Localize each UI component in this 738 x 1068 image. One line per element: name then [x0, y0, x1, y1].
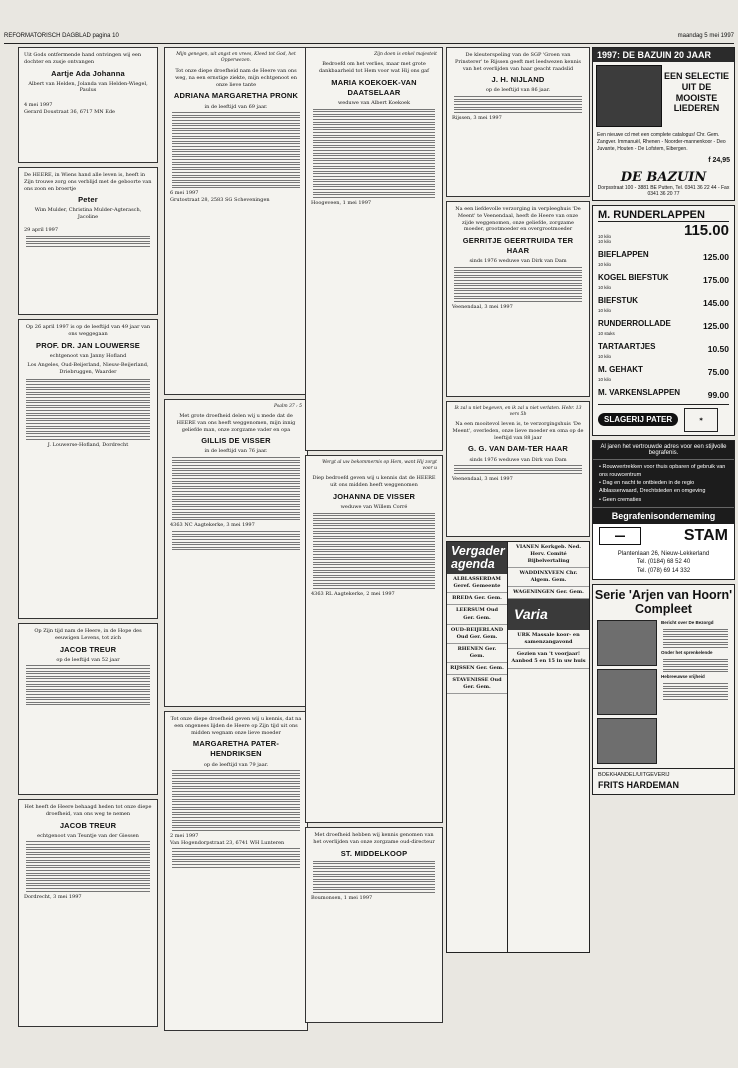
deceased-sub: weduwe van Albert Koekoek	[337, 99, 411, 106]
agenda-entry: RHENEN Ger. Gem.	[447, 644, 507, 663]
text-lines	[661, 629, 730, 648]
agenda-right	[508, 542, 589, 952]
deceased-name: JOHANNA DE VISSER	[332, 491, 416, 501]
obituary-address: Van Hogendorpstraat 23, 6741 WH Lunteren	[170, 839, 285, 846]
promo-price: f 24,95	[708, 157, 730, 165]
deceased-name: ADRIANA MARGARETHA PRONK	[173, 91, 299, 101]
butcher-logo: ✶	[684, 408, 718, 432]
text-lines	[170, 531, 302, 550]
meat-row	[598, 239, 729, 262]
parents: Wim Mulder, Christina Mulder-Agterasch, Jacoline	[34, 207, 142, 221]
book-cover-image	[597, 718, 657, 764]
meat-name: M. GEHAKT	[598, 364, 643, 374]
column-2	[164, 47, 308, 1038]
page-header	[4, 33, 734, 44]
obituary-date: 6 mei 1997	[170, 190, 199, 197]
book-cover-image	[597, 620, 657, 666]
obituary	[446, 401, 590, 537]
text-lines	[311, 861, 437, 893]
text-lines	[170, 848, 302, 867]
announcement-address: Gerard Doustraat 36, 6717 MN Ede	[24, 108, 116, 115]
meat-item	[598, 285, 638, 308]
bible-quote: Psalm 37 : 5	[273, 404, 302, 409]
deceased-sub: op de leeftijd van 86 jaar.	[485, 87, 551, 94]
agenda-entry: BREDA Ger. Gem.	[447, 593, 507, 605]
funeral-item: • Geen crematies	[599, 496, 728, 504]
obituary-intro: Met grote droefheid delen wij u mede dat de HEERE van ons heeft weggenomen, mijn innig geliefde man, onze zorgzame vader en opa	[176, 413, 296, 433]
butcher-ad	[592, 205, 735, 436]
meat-row	[598, 222, 729, 239]
agenda-entry: VIANEN Kerkgeb. Ned. Herv. Comité Bijbelvertaling	[508, 542, 589, 568]
meat-price: 99.00	[707, 389, 729, 400]
text-lines	[452, 267, 584, 302]
obituary-intro: De kleuterspeling van de SGP 'Groen van Prinsterer' te Rijssen geeft met leedwezen kennis van het overlijden van haar geacht raadslid	[454, 52, 581, 72]
meat-name: M. VARKENSLAPPEN	[598, 387, 681, 397]
meat-item	[598, 354, 643, 377]
text-lines	[452, 465, 584, 474]
meat-weight: 10 kilo	[598, 261, 612, 267]
funeral-ad	[592, 440, 735, 580]
child-name: Peter	[78, 195, 98, 205]
deceased-sub: echtgenoot van Teuntje van der Giessen	[37, 832, 139, 839]
obituary	[305, 827, 443, 1023]
text-lines	[170, 457, 302, 520]
cd-cover-image	[596, 65, 662, 127]
meat-item	[598, 262, 669, 285]
obituary	[18, 623, 158, 795]
funeral-header: Al jaren het vertrouwde adres voor een stijlvolle begrafenis.	[593, 441, 734, 460]
agenda-entry: ALBLASSERDAM Geref. Gemeente	[447, 574, 507, 593]
promo-address: Dorpsstraat 100 - 3881 BE Putten, Tel. 0341 36 22 44 - Fax 0341 36 20 77	[597, 184, 730, 197]
funeral-address-block	[593, 548, 734, 579]
meat-item	[598, 331, 655, 354]
agenda-title: Vergader agenda	[447, 542, 507, 574]
bible-quote: Zijn doen is enkel majesteit	[374, 52, 437, 57]
obituary	[18, 799, 158, 1027]
bible-quote: Ik zal u niet begeven, en ik zal u niet verlaten. Hebr. 13 vers 5b	[454, 406, 582, 418]
obituary-intro: Op 26 april 1997 is op de leeftijd van 49 jaar van ons weggegaan	[25, 324, 151, 337]
obituary-intro: Na een mooitevol leven is, te verzorgingshuis 'De Meent', overleden, onze lieve moeder en oma op de leeftijd van 88 jaar	[452, 421, 584, 441]
agenda-entry: OUD-BEIJERLAND Oud Ger. Gem.	[447, 625, 507, 644]
obituary-address: Grutostraat 28, 2583 SG Scheveningen	[170, 197, 270, 204]
meat-row	[598, 331, 729, 354]
deceased-name: MARIA KOEKOEK-VAN DAATSELAAR	[331, 77, 417, 97]
column-5	[592, 47, 735, 1038]
meat-weight: 10 kilo	[598, 376, 612, 382]
series-text	[661, 620, 730, 764]
obituary-place: Veenendaal, 3 mei 1997	[452, 476, 513, 483]
funeral-item: • Rouwvertrekken voor thuis opbaren of gebruik van ons rouwcentrum	[599, 463, 728, 480]
agenda-entry: WADDINXVEEN Chr. Algem. Gem.	[508, 568, 589, 587]
meat-price: 115.00	[683, 221, 729, 239]
obituary	[18, 319, 158, 619]
obituary	[305, 47, 443, 451]
text-lines	[311, 109, 437, 198]
deceased-name: G. G. VAN DAM-TER HAAR	[467, 444, 569, 454]
obituary	[164, 47, 308, 395]
obituary-intro: Tot onze diepe droefheid geven wij u kennis, dat na een ongenees lijden de Heere op Zijn tijd uit ons midden wegnam onze lieve moeder	[170, 716, 302, 736]
correspondence: J. Louwerse-Hofland, Dordrecht	[47, 441, 129, 448]
meat-item	[598, 377, 680, 400]
deceased-sub: sinds 1976 weduwe van Dirk van Dam	[469, 258, 567, 265]
paper-name: REFORMATORISCH DAGBLAD pagina 10	[4, 33, 119, 39]
meat-weight: 10 kilo	[598, 353, 612, 359]
child-name: Aartje Ada Johanna	[51, 68, 125, 78]
funeral-tel-2: Tel. (078) 69 14 332	[636, 567, 691, 574]
meat-weight: 10 kilo	[598, 238, 612, 244]
parents: Albert van Helden, Jolanda van Helden-Wiegel, Paulus	[28, 80, 148, 94]
meat-price: 175.00	[703, 274, 729, 285]
deceased-name: ST. MIDDELKOOP	[340, 848, 408, 858]
obituary	[164, 399, 308, 707]
family-places: Los Angeles, Oud-Beijerland, Nieuw-Beijerland, Driebruggen, Waarder	[27, 362, 149, 376]
text-lines	[452, 96, 584, 113]
meeting-agenda	[446, 541, 590, 953]
deceased-name: GERRITJE GEERTRUIDA TER HAAR	[462, 236, 574, 256]
deceased-sub: in de leeftijd van 69 jaar.	[204, 103, 268, 110]
hearse-icon: ▬▬	[599, 527, 641, 545]
text-lines	[661, 659, 730, 673]
deceased-sub: weduwe van Willem Corré	[340, 503, 408, 510]
announcement-date: 29 april 1997	[24, 226, 59, 233]
publisher-name: FRITS HARDEMAN	[598, 780, 679, 791]
meat-price: 125.00	[703, 251, 729, 262]
text-lines	[311, 513, 437, 589]
funeral-item: • Dag en nacht te ontbieden in de regio Alblasserwaard, Drechtsteden en omgeving	[599, 479, 728, 496]
meat-price: 75.00	[707, 366, 729, 377]
stam-row	[593, 524, 734, 548]
meat-row	[598, 377, 729, 400]
obituary-place: Veenendaal, 3 mei 1997	[452, 303, 513, 310]
meat-name: TARTAARTJES	[598, 341, 656, 351]
obituary-intro: Het heeft de Heere behaagd heden tot onze diepe droefheid, van ons weg te nemen	[24, 804, 152, 817]
meat-weight: 10 kilo	[598, 233, 612, 239]
page-date: maandag 5 mei 1997	[677, 33, 734, 39]
obituary-intro: Tot onze diepe droefheid nam de Heere van ons weg, na een ernstige ziekte, mijn echtgenoot en onze lieve tante	[175, 68, 297, 88]
meat-weight: 10 stuks	[598, 330, 615, 336]
obituary-intro: Met droefheid hebben wij kennis genomen van het overlijden van onze zorgzame oud-directeur	[313, 832, 435, 845]
promo-header: 1997: DE BAZUIN 20 JAAR	[593, 48, 734, 62]
column-4	[446, 47, 590, 1038]
meat-price: 125.00	[703, 320, 729, 331]
bazuin-promo	[592, 47, 735, 201]
agenda-entry: RIJSSEN Ger. Gem.	[447, 663, 507, 675]
deceased-sub: echtgenoot van Janny Hofland	[49, 352, 127, 359]
series-item: Bericht over De Bezorgd	[661, 619, 714, 625]
promo-selectie: EEN SELECTIE UIT DE MOOISTE LIEDEREN	[663, 71, 729, 114]
obituary-place: 4363 RL Aagtekerke, 2 mei 1997	[311, 590, 395, 597]
text-lines	[24, 379, 152, 440]
deceased-name: PROF. DR. JAN LOUWERSE	[36, 340, 140, 350]
meat-weight: 10 kilo	[598, 284, 612, 290]
funeral-brand: Begrafenisonderneming	[593, 507, 734, 524]
funeral-list	[593, 460, 734, 507]
meat-title: M. RUNDERLAPPEN	[598, 209, 729, 222]
butcher-name: SLAGERIJ PATER	[598, 413, 678, 426]
meat-item	[598, 239, 649, 262]
obituary	[164, 711, 308, 1031]
deceased-name: JACOB TREUR	[59, 820, 117, 830]
agenda-entry: WAGENINGEN Ger. Gem.	[508, 587, 589, 599]
series-item: Hebreeuwse vrijheid	[661, 674, 705, 680]
funeral-company-name: STAM	[683, 526, 728, 544]
obituary	[446, 201, 590, 397]
meat-row	[598, 308, 729, 331]
deceased-sub: sinds 1976 weduwe van Dirk van Dam	[469, 456, 567, 463]
meat-name: RUNDERROLLADE	[598, 318, 671, 328]
meat-name: BIEFLAPPEN	[598, 249, 649, 259]
meat-row	[598, 262, 729, 285]
varia-title: Varia	[508, 599, 589, 630]
obituary-place: Hoogeveen, 1 mei 1997	[311, 199, 372, 206]
text-lines	[24, 665, 152, 705]
obituary-date: Dordrecht, 3 mei 1997	[24, 893, 82, 900]
deceased-sub: in de leeftijd van 76 jaar.	[204, 448, 268, 455]
promo-text: Een nieuwe cd met een complete catalogus! Chr. Gem. Zangver. Immanuël, Rhenen - Noorder-mannenkoor - Deo Juvante, Houten - De Lofstem, Eibergen.	[597, 132, 726, 152]
promo-brand: DE BAZUIN	[620, 169, 707, 185]
text-lines	[170, 112, 302, 188]
meat-price: 10.50	[707, 343, 729, 354]
text-lines	[661, 683, 730, 700]
meat-list	[598, 239, 729, 400]
deceased-name: J. H. NIJLAND	[491, 75, 545, 85]
obituary-intro: Na een liefdevolle verzorging in verpleeghuis 'De Meent' te Veenendaal, heeft de Heere van onze zijde weggenomen, onze geliefde, zorgzame moeder, grootmoeder en overgrootmoeder	[455, 206, 581, 233]
deceased-name: JACOB TREUR	[59, 644, 117, 654]
column-1	[18, 47, 158, 1038]
text-lines	[170, 770, 302, 831]
announcement-date: 4 mei 1997	[24, 102, 53, 109]
deceased-sub: op de leeftijd van 79 jaar.	[203, 761, 269, 768]
deceased-name: MARGARETHA PATER-HENDRIKSEN	[192, 739, 280, 759]
promo-row	[593, 62, 734, 130]
publisher-footer	[593, 768, 734, 795]
deceased-sub: op de leeftijd van 52 jaar	[56, 656, 120, 663]
agenda-left	[447, 542, 508, 952]
book-cover-image	[597, 669, 657, 715]
obituary-date: 2 mei 1997	[170, 832, 199, 839]
book-series-ad	[592, 584, 735, 795]
bible-quote: Mijn genegen, uit angst en vrees, Kleed tot God, het Opperwezen.	[176, 52, 296, 64]
obituary-intro: Bedroefd om het verlies, maar met grote dankbaarheid tot Hem voor wat Hij ons gaf	[318, 61, 430, 74]
meat-name: BIEFSTUK	[598, 295, 638, 305]
agenda-entry: LEERSUM Oud Ger. Gem.	[447, 605, 507, 624]
bible-quote: Wergt al uw bekommernis op Hem, want Hij zorgt voor u	[322, 460, 437, 472]
meat-name: KOGEL BIEFSTUK	[598, 272, 669, 282]
publisher-block	[598, 772, 679, 792]
birth-announcement	[18, 47, 158, 163]
meat-weight: 10 kilo	[598, 307, 612, 313]
butcher-footer	[598, 404, 729, 432]
obituary-intro: Op Zijn tijd nam de Heere, in de Hope des eeuwigen Levens, tot zich	[34, 628, 142, 641]
birth-announcement	[18, 167, 158, 315]
varia-entry: Gezien van 't voorjaar! Aanbod 5 en 15 in uw huis	[508, 649, 589, 668]
meat-price: 145.00	[703, 297, 729, 308]
obituary-place: 4363 NC Aagtekerke, 3 mei 1997	[170, 522, 255, 529]
series-body	[593, 620, 734, 764]
obituary-intro: Diep bedroefd geven wij u kennis dat de HEERE uit ons midden heeft weggenomen	[312, 475, 436, 488]
announcement-intro: De HEERE, in Wiens hand alle leven is, heeft in Zijn trouwe zorg ons verblijd met de geboorte van ons zoon en broertje	[24, 172, 152, 192]
column-3	[305, 47, 443, 1038]
funeral-tel: Tel. (0184) 68 52 40	[636, 559, 691, 566]
announcement-intro: Uit Gods ontfermende hand ontvingen wij een dochter en zusje ontvangen	[24, 52, 142, 65]
text-lines	[24, 841, 152, 891]
obituary	[446, 47, 590, 197]
obituary-place: Boumonsen, 1 mei 1997	[311, 894, 373, 901]
series-item: Onder het sprenkelende	[661, 649, 713, 655]
funeral-address: Plantenlaan 26, Nieuw-Lekkerland	[617, 550, 710, 557]
meat-row	[598, 354, 729, 377]
text-lines	[24, 236, 152, 247]
agenda-entry: STAVENISSE Oud Ger. Gem.	[447, 675, 507, 694]
obituary	[305, 455, 443, 823]
meat-item	[598, 308, 671, 331]
varia-entry: URK Massale koor- en samenzangavond	[508, 630, 589, 649]
book-covers	[597, 620, 657, 764]
obituary-place: Rijssen, 3 mei 1997	[452, 114, 502, 121]
series-title: Serie 'Arjen van Hoorn' Compleet	[594, 588, 733, 617]
deceased-name: GILLIS DE VISSER	[201, 436, 271, 446]
publisher-label: BOEKHANDEL/UITGEVERIJ	[598, 771, 670, 778]
meat-row	[598, 285, 729, 308]
